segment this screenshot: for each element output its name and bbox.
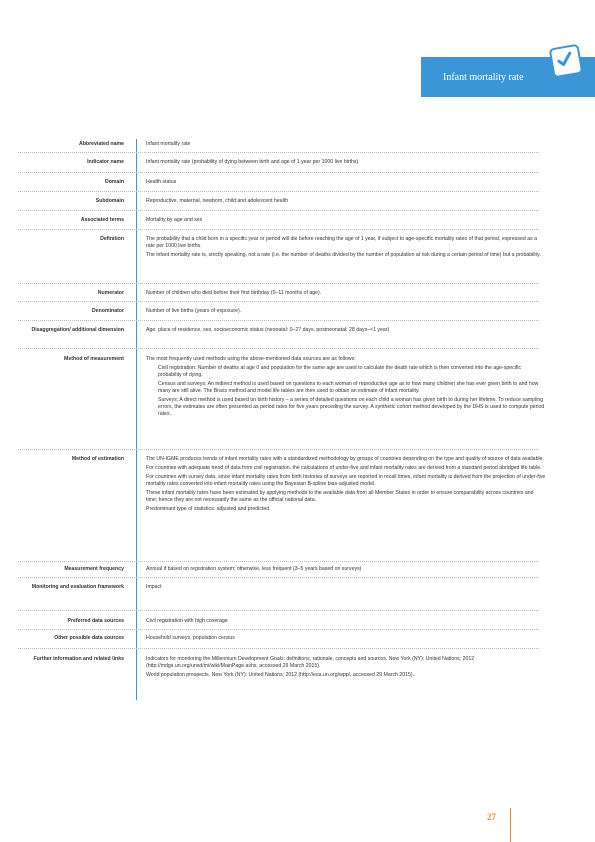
row-label: Numerator — [97, 290, 124, 296]
row-separator — [18, 449, 539, 450]
row-paragraph: The probability that a child born in a specific year or period will die before reaching the age of 1 year, if subject to age-specific mortality rates of that period, expressed as a rate per 1000 live births. — [146, 236, 538, 249]
page-number: 27 — [487, 812, 496, 822]
row-label: Method of measurement — [64, 356, 124, 362]
row-value — [146, 308, 546, 315]
row-value — [146, 584, 546, 591]
column-divider — [136, 139, 137, 700]
row-value — [146, 327, 546, 334]
row-label: Subdomain — [95, 198, 124, 204]
row-paragraph: Infant mortality rate — [146, 141, 191, 147]
row-value — [146, 236, 546, 259]
row-paragraph: Annual if based on registration system; otherwise, less frequent (3–5 years based on surveys) — [146, 566, 362, 572]
row-label: Preferred data sources — [67, 618, 124, 624]
row-paragraph: Impact — [146, 584, 162, 590]
row-value — [146, 656, 546, 679]
row-separator — [18, 283, 539, 284]
row-label: Associated terms — [80, 217, 124, 223]
row-label: Measurement frequency — [64, 566, 124, 572]
checkmark-icon — [549, 44, 584, 79]
row-value — [146, 356, 546, 418]
row-label: Further information and related links — [33, 656, 124, 662]
row-value — [146, 179, 546, 186]
row-label: Method of estimation — [71, 456, 124, 462]
row-separator — [18, 191, 539, 192]
row-value — [146, 217, 546, 224]
row-paragraph: World population prospects. New York (NY): United Nations; 2012 (http://esa.un.org/wpp/, accessed 29 March 2015). — [146, 672, 415, 678]
section-title: Infant mortality rate — [443, 72, 524, 83]
row-paragraph: Household surveys, population census — [146, 635, 235, 641]
row-paragraph: Infant mortality rate (probability of dying between birth and age of 1 year per 1000 live births) — [146, 159, 359, 165]
row-label: Domain — [104, 179, 124, 185]
row-paragraph: Number of children who died before their first birthday (0–11 months of age). — [146, 290, 322, 296]
row-paragraph: Census and surveys: An indirect method is used based on questions to each woman of reproductive age as to how many children she has ever given birth to and how many are still alive. The Brass method and model life tables are then used to obtain an estimate of infant mortality. — [158, 381, 539, 394]
row-separator — [18, 648, 539, 649]
row-separator — [18, 348, 539, 349]
row-separator — [18, 610, 539, 611]
row-label: Definition — [100, 236, 124, 242]
row-paragraph: Reproductive, maternal, newborn, child and adolescent health — [146, 198, 289, 204]
row-label: Denominator — [92, 308, 124, 314]
row-paragraph: Civil registration with high coverage — [146, 618, 228, 624]
row-paragraph: Age, place of residence, sex, socioeconomic status (neonatal: 0–27 days, postneonatal: 28 days–<1 year) — [146, 327, 390, 333]
row-label: Indicator name — [87, 159, 124, 165]
row-paragraph: Mortality by age and sex — [146, 217, 203, 223]
row-paragraph: Number of live births (years of exposure). — [146, 308, 242, 314]
row-label: Disaggregation/ additional dimension — [31, 327, 124, 333]
row-separator — [18, 561, 539, 562]
row-separator — [18, 629, 539, 630]
row-paragraph: The most frequently used methods using the above-mentioned data sources are as follows: — [146, 356, 356, 362]
row-separator — [18, 210, 539, 211]
row-value — [146, 635, 546, 642]
row-value — [146, 566, 546, 573]
row-separator — [18, 301, 539, 302]
row-paragraph: For countries with survey data, since infant mortality rates from birth histories of surveys are reported in recall times, infant mortality is derived from the projection of under-five mortality rates converted into infant mortality rates using the Bayesian B-spline bias-adjusted model. — [146, 474, 546, 487]
row-paragraph: For countries with adequate trend of data from civil registration, the calculations of under-five and infant mortality rates are derived from a standard period abridged life table. — [146, 465, 542, 471]
row-paragraph: The infant mortality rate is, strictly speaking, not a rate (i.e. the number of deaths divided by the number of population at risk during a certain period of time) but a probability. — [146, 252, 541, 258]
row-label: Monitoring and evaluation framework — [31, 584, 124, 590]
row-value — [146, 290, 546, 297]
row-paragraph: These infant mortality rates have been estimated by applying methods to the available data from all Member States in order to ensure comparability across countries and time; hence they are not necessarily the same as the official national data. — [146, 490, 534, 503]
row-paragraph: Health status — [146, 179, 177, 185]
row-paragraph: Civil registration: Number of deaths at age 0 and population for the same age are used to calculate the death rate which is then converted into the age-specific probability of dying. — [158, 365, 522, 378]
row-separator — [18, 320, 539, 321]
row-paragraph: Indicators for monitoring the Millennium Development Goals: definitions, rationale, concepts and sources. New York (NY): United Nations; 2012 (http://mdgs.un.org/unsd/mi/wiki/MainPage.ashx, accessed 29 March 2015). — [146, 656, 475, 669]
row-value — [146, 618, 546, 625]
row-separator — [18, 229, 539, 230]
row-label: Abbreviated name — [79, 141, 124, 147]
row-separator — [18, 577, 539, 578]
row-paragraph: Predominant type of statistics: adjusted and predicted. — [146, 506, 271, 512]
page-number-rule — [510, 808, 511, 842]
row-paragraph: Surveys: A direct method is used based on birth history – a series of detailed questions on each child a woman has given birth to during her lifetime. To reduce sampling errors, the estimates are often presented as period rates for five years preceding the survey. A synthetic cohort method developed by the DHS is used to compute period rates. — [158, 397, 545, 417]
row-paragraph: The UN-IGME produces trends of infant mortality rates with a standardized methodology by groups of countries depending on the type and quality of source of data available. — [146, 456, 544, 462]
row-label: Other possible data sources — [54, 635, 124, 641]
row-value — [146, 159, 546, 166]
row-separator — [18, 152, 539, 153]
row-value — [146, 198, 546, 205]
row-value — [146, 456, 546, 513]
row-value — [146, 141, 546, 148]
row-separator — [18, 172, 539, 173]
